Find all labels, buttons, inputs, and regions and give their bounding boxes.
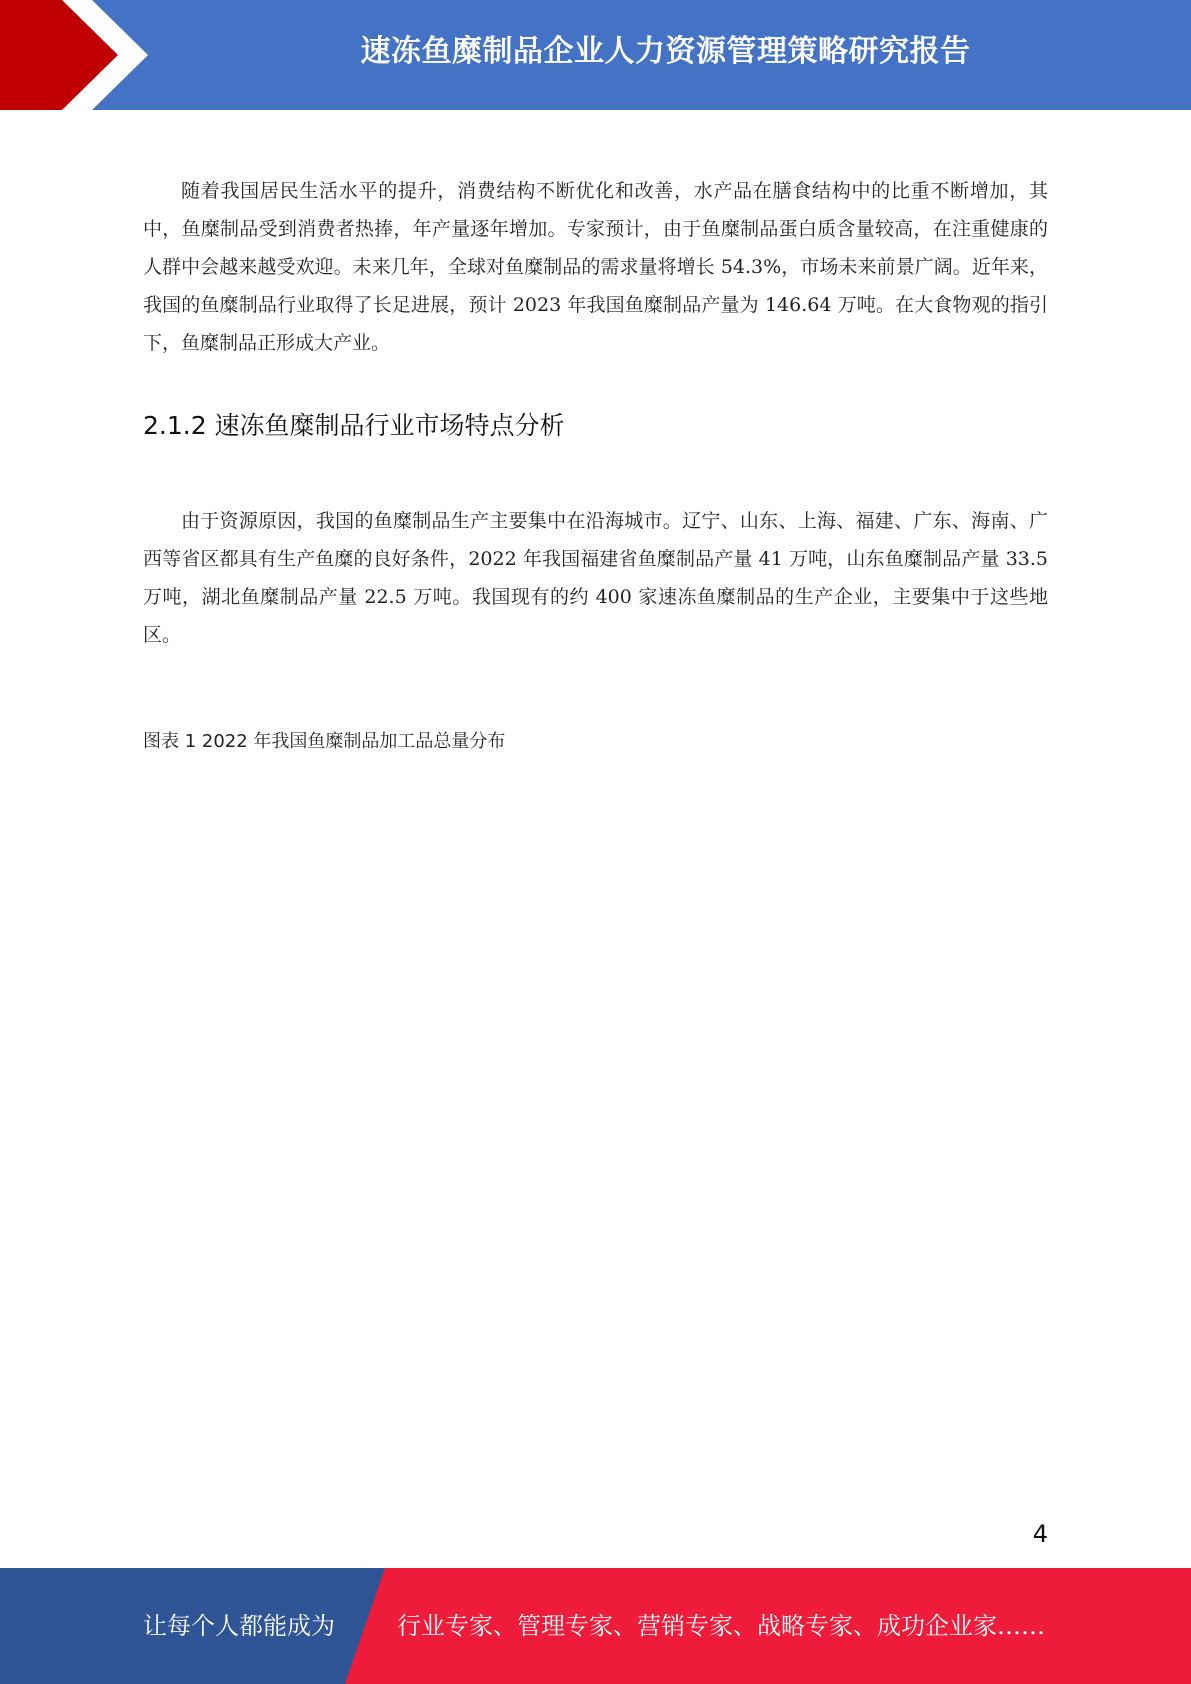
section-heading: 2.1.2 速冻鱼糜制品行业市场特点分析 (143, 411, 565, 440)
page-number: 4 (1032, 1520, 1048, 1548)
header-title: 速冻鱼糜制品企业人力资源管理策略研究报告 (360, 34, 971, 69)
header-arrow-decoration (0, 0, 160, 110)
figure-caption: 图表 1 2022 年我国鱼糜制品加工品总量分布 (143, 731, 506, 752)
paragraph-2-container (143, 502, 1048, 654)
footer-slogan-left: 让每个人都能成为 (143, 1612, 335, 1640)
page-header (0, 0, 1191, 110)
paragraph-1-container (143, 172, 1048, 362)
paragraph-2: 由于资源原因，我国的鱼糜制品生产主要集中在沿海城市。辽宁、山东、上海、福建、广东、海南、广西等省区都具有生产鱼糜的良好条件，2022 年我国福建省鱼糜制品产量 41 万吨，山东鱼糜制品产量 33.5 万吨，湖北鱼糜制品产量 22.5 万吨。我国现有的约 400 家速冻鱼糜制品的生产企业，主要集中于这些地区。 (143, 510, 1048, 646)
paragraph-1: 随着我国居民生活水平的提升，消费结构不断优化和改善，水产品在膳食结构中的比重不断增加，其中，鱼糜制品受到消费者热捧，年产量逐年增加。专家预计，由于鱼糜制品蛋白质含量较高，在注重健康的人群中会越来越受欢迎。未来几年，全球对鱼糜制品的需求量将增长 54.3%，市场未来前景广阔。近年来，我国的鱼糜制品行业取得了长足进展，预计 2023 年我国鱼糜制品产量为 146.64 万吨。在大食物观的指引下，鱼糜制品正形成大产业。 (143, 180, 1048, 354)
page-footer (0, 1568, 1191, 1684)
footer-slogan-right: 行业专家、管理专家、营销专家、战略专家、成功企业家…… (397, 1612, 1045, 1640)
